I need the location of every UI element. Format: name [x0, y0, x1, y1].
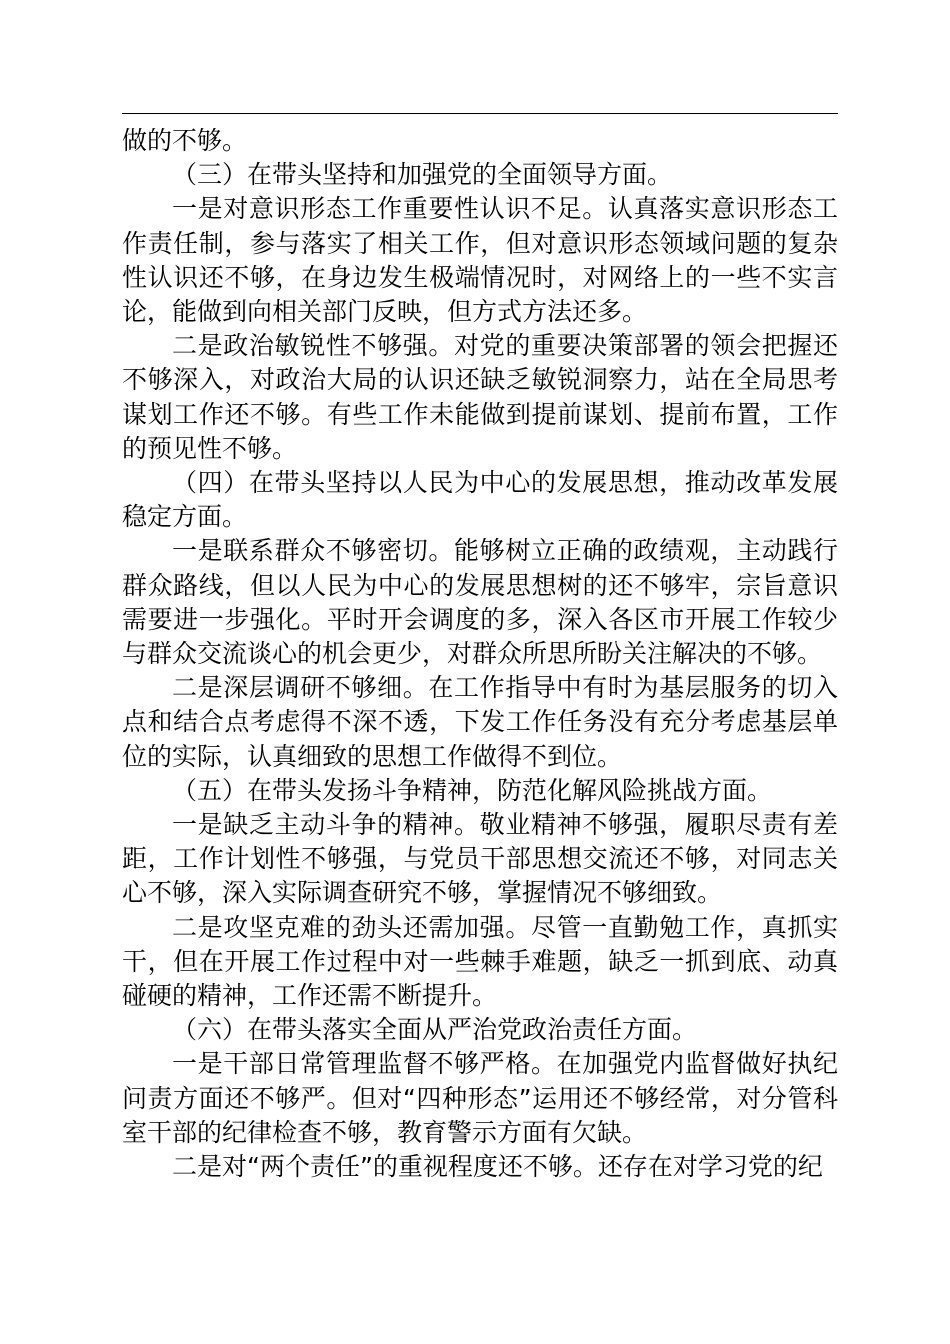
paragraph-struggle-spirit: 一是缺乏主动斗争的精神。敬业精神不够强，履职尽责有差距，工作计划性不够强，与党员干部思想交流还不够，对同志关心不够，深入实际调查研究不够，掌握情况不够细致。 [122, 810, 838, 908]
paragraph-ideology-awareness: 一是对意识形态工作重要性认识不足。认真落实意识形态工作责任制，参与落实了相关工作，但对意识形态领域问题的复杂性认识还不够，在身边发生极端情况时，对网络上的一些不实言论，能做到向相关部门反映，但方式方法还多。 [122, 194, 838, 327]
paragraph-two-responsibilities: 二是对“两个责任”的重视程度还不够。还存在对学习党的纪 [172, 1152, 823, 1182]
paragraph-contact-masses: 一是联系群众不够密切。能够树立正确的政绩观，主动践行群众路线，但以人民为中心的发展思想树的还不够牢，宗旨意识需要进一步强化。平时开会调度的多，深入各区市开展工作较少与群众交流谈心的机会更少，对群众所思所盼关注解决的不够。 [122, 536, 838, 669]
paragraph-cadre-supervision: 一是干部日常管理监督不够严格。在加强党内监督做好执纪问责方面还不够严。但对“四种形态”运用还不够经常，对分管科室干部的纪律检查不够，教育警示方面有欠缺。 [122, 1049, 838, 1147]
paragraph-continuation: 做的不够。 [122, 126, 248, 155]
document-body [122, 124, 838, 1184]
paragraph-overcome-difficulties: 二是攻坚克难的劲头还需加强。尽管一直勤勉工作，真抓实干，但在开展工作过程中对一些棘手难题，缺乏一抓到底、动真碰硬的精神，工作还需不断提升。 [122, 912, 838, 1011]
paragraph-research: 二是深层调研不够细。在工作指导中有时为基层服务的切入点和结合点考虑得不深不透，下发工作任务没有充分考虑基层单位的实际，认真细致的思想工作做得不到位。 [122, 673, 838, 771]
section-heading-4: （四）在带头坚持以人民为中心的发展思想，推动改革发展稳定方面。 [122, 468, 838, 532]
header-divider [122, 113, 838, 114]
section-heading-6: （六）在带头落实全面从严治党政治责任方面。 [172, 1015, 698, 1045]
paragraph-political-sensitivity: 二是政治敏锐性不够强。对党的重要决策部署的领会把握还不够深入，对政治大局的认识还缺乏敏锐洞察力，站在全局思考谋划工作还不够。有些工作未能做到提前谋划、提前布置，工作的预见性不够。 [122, 331, 838, 463]
section-heading-5: （五）在带头发扬斗争精神，防范化解风险挑战方面。 [172, 775, 773, 805]
section-heading-3: （三）在带头坚持和加强党的全面领导方面。 [172, 160, 673, 190]
